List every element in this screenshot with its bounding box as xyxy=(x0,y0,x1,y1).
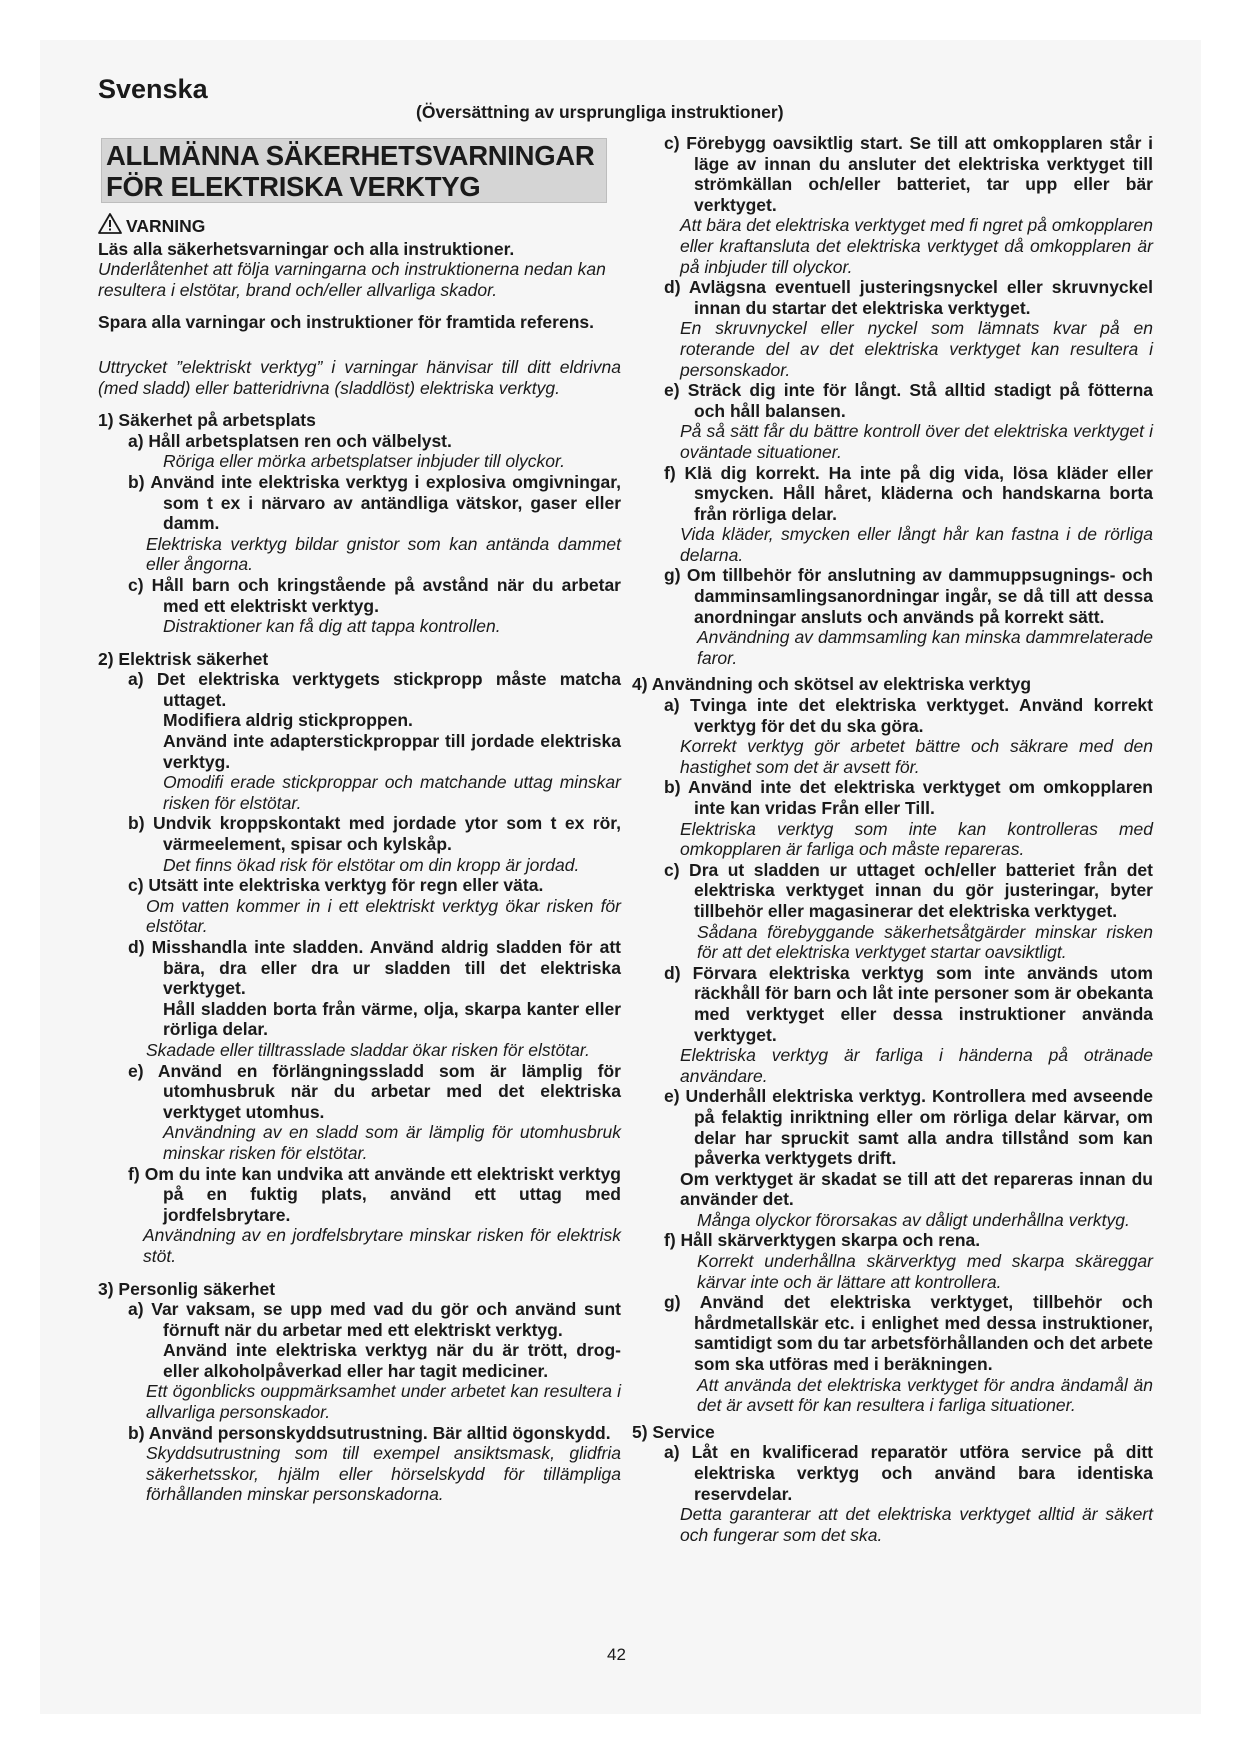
s3-d-italic: En skruvnyckel eller nyckel som lämnats kvar på en roterande del av det elektriska verktyget kan resultera i personskador. xyxy=(680,318,1153,380)
warning-read-all: Läs alla säkerhetsvarningar och alla instruktioner. xyxy=(98,238,515,259)
s1-c-bold: c) Håll barn och kringstående på avstånd när du arbetar med ett elektriskt verktyg. xyxy=(128,574,621,616)
warning-triangle-icon xyxy=(98,213,126,239)
s4-g-italic: Att använda det elektriska verktyget för andra ändamål än det är avsett för kan resultera i farliga situationer. xyxy=(697,1374,1153,1416)
s2-e-bold: e) Använd en förlängningssladd som är lämplig för utomhusbruk när du arbetar med det elektriska verktyget utomhus. xyxy=(128,1060,621,1122)
s4-c-italic: Sådana förebyggande säkerhetsåtgärder minskar risken för att det elektriska verktyget startar oavsiktligt. xyxy=(697,921,1153,963)
s3-g-italic: Användning av dammsamling kan minska dammrelaterade faror. xyxy=(697,627,1153,668)
s2-a-italic: Omodifi erade stickproppar och matchande uttag minskar risken för elstötar. xyxy=(163,772,621,813)
s1-b-italic: Elektriska verktyg bildar gnistor som kan antända dammet eller ångorna. xyxy=(146,533,621,575)
s1-b-bold: b) Använd inte elektriska verktyg i explosiva omgivningar, som t ex i närvaro av antändliga vätskor, gaser eller damm. xyxy=(128,471,621,534)
s2-a-bold: a) Det elektriska verktygets stickpropp måste matcha uttaget. xyxy=(128,669,621,710)
s2-b-bold: b) Undvik kroppskontakt med jordade ytor som t ex rör, värmeelement, spisar och kylskåp. xyxy=(128,813,621,855)
warning-consequence: Underlåtenhet att följa varningarna och instruktionerna nedan kan resultera i elstötar, brand och/eller allvarliga skador. xyxy=(98,259,606,300)
s4-d-italic: Elektriska verktyg är farliga i händerna på otränade användare. xyxy=(680,1045,1153,1086)
s1-c-italic: Distraktioner kan få dig att tappa kontrollen. xyxy=(163,616,501,637)
s2-a-bold-3: Använd inte adapterstickproppar till jordade elektriska verktyg. xyxy=(163,731,621,772)
s3-a-bold: a) Var vaksam, se upp med vad du gör och använd sunt förnuft när du arbetar med ett elektriskt verktyg. xyxy=(128,1299,621,1340)
s3-d-bold: d) Avlägsna eventuell justeringsnyckel eller skruvnyckel innan du startar det elektriska verktyget. xyxy=(664,277,1153,318)
s5-a-bold: a) Låt en kvalificerad reparatör utföra service på ditt elektriska verktyg och använd bara identiska reservdelar. xyxy=(664,1442,1153,1504)
s3-e-bold: e) Sträck dig inte för långt. Stå alltid stadigt på fötterna och håll balansen. xyxy=(664,380,1153,421)
section-1-title: 1) Säkerhet på arbetsplats xyxy=(98,410,316,431)
s2-a-bold-2: Modifiera aldrig stickproppen. xyxy=(163,710,413,731)
s2-c-italic: Om vatten kommer in i ett elektriskt verktyg ökar risken för elstötar. xyxy=(146,895,621,937)
s3-a-italic: Ett ögonblicks ouppmärksamhet under arbetet kan resultera i allvarliga personskador. xyxy=(146,1381,621,1423)
s2-b-italic: Det finns ökad risk för elstötar om din kropp är jordad. xyxy=(163,854,580,875)
right-column xyxy=(632,133,1153,1545)
s4-d-bold: d) Förvara elektriska verktyg som inte används utom räckhåll för barn och låt inte personer som är obekanta med verktyget eller dessa instruktioner använda verktyget. xyxy=(664,962,1153,1045)
s4-f-italic: Korrekt underhållna skärverktyg med skarpa skäreggar kärvar inte och är lättare att kontrollera. xyxy=(697,1251,1153,1292)
s2-d-bold: d) Misshandla inte sladden. Använd aldrig sladden för att bära, dra eller dra ur sladden till det elektriska verktyget. xyxy=(128,937,621,999)
s4-g-bold: g) Använd det elektriska verktyget, tillbehör och hårdmetallskär etc. i enlighet med dessa instruktioner, samtidigt som du tar arbetsförhållanden och det arbete som ska utföras med i beräkningen. xyxy=(664,1292,1153,1375)
page-number: 42 xyxy=(607,1645,626,1664)
section-5-title: 5) Service xyxy=(632,1421,715,1442)
term-definition: Uttrycket ”elektriskt verktyg” i varningar hänvisar till ditt eldrivna (med sladd) eller batteridrivna (sladdlöst) elektriska verktyg. xyxy=(98,356,621,398)
s4-e-italic: Många olyckor förorsakas av dåligt underhållna verktyg. xyxy=(697,1209,1130,1230)
s3-g-bold: g) Om tillbehör för anslutning av dammuppsugnings- och damminsamlingsanordningar ingår, se då till att dessa anordningar ansluts och används på korrekt sätt. xyxy=(664,565,1153,627)
s2-c-bold: c) Utsätt inte elektriska verktyg för regn eller väta. xyxy=(128,875,544,896)
s2-d-italic: Skadade eller tilltrasslade sladdar ökar risken för elstötar. xyxy=(146,1039,590,1060)
translation-subtitle: (Översättning av ursprungliga instruktioner) xyxy=(416,102,784,122)
s3-f-italic: Vida kläder, smycken eller långt hår kan fastna i de rörliga delarna. xyxy=(680,524,1153,565)
s3-e-italic: På så sätt får du bättre kontroll över det elektriska verktyget i oväntade situationer. xyxy=(680,421,1153,462)
s3-a-bold-2: Använd inte elektriska verktyg när du är trött, drog- eller alkoholpåverkad eller har tagit mediciner. xyxy=(163,1340,621,1381)
save-instructions: Spara alla varningar och instruktioner för framtida referens. xyxy=(98,312,594,333)
section-2-title: 2) Elektrisk säkerhet xyxy=(98,648,269,669)
s4-c-bold: c) Dra ut sladden ur uttaget och/eller batteriet från det elektriska verktyget innan du gör justeringar, byter tillbehör eller magasinerar det elektriska verktyget. xyxy=(664,859,1153,921)
s3-c-italic: Att bära det elektriska verktyget med fi ngret på omkopplaren eller kraftansluta det elektriska verktyget då omkopplaren är på inbjuder till olyckor. xyxy=(680,215,1153,277)
s4-a-italic: Korrekt verktyg gör arbetet bättre och säkrare med den hastighet som det är avsett för. xyxy=(680,736,1153,777)
warning-heading xyxy=(98,213,621,239)
s2-d-bold-2: Håll sladden borta från värme, olja, skarpa kanter eller rörliga delar. xyxy=(163,998,621,1040)
section-4-title: 4) Användning och skötsel av elektriska verktyg xyxy=(632,674,1032,695)
s2-e-italic: Användning av en sladd som är lämplig för utomhusbruk minskar risken för elstötar. xyxy=(163,1122,621,1163)
warning-label: VARNING xyxy=(126,215,206,236)
left-column xyxy=(98,213,621,1505)
s1-a-italic: Röriga eller mörka arbetsplatser inbjuder till olyckor. xyxy=(163,451,566,472)
s5-a-italic: Detta garanterar att det elektriska verktyget alltid är säkert och fungerar som det ska. xyxy=(680,1504,1153,1545)
section-3-title: 3) Personlig säkerhet xyxy=(98,1278,276,1299)
s4-f-bold: f) Håll skärverktygen skarpa och rena. xyxy=(664,1230,981,1251)
s4-e-bold-2: Om verktyget är skadat se till att det repareras innan du använder det. xyxy=(680,1168,1153,1210)
s4-b-bold: b) Använd inte det elektriska verktyget om omkopplaren inte kan vridas Från eller Till. xyxy=(664,777,1153,818)
s1-a-bold: a) Håll arbetsplatsen ren och välbelyst. xyxy=(128,430,452,451)
language-heading: Svenska xyxy=(98,74,208,104)
s3-f-bold: f) Klä dig korrekt. Ha inte på dig vida, lösa kläder eller smycken. Håll håret, kläderna och handskarna borta från rörliga delar. xyxy=(664,462,1153,524)
s4-a-bold: a) Tvinga inte det elektriska verktyget. Använd korrekt verktyg för det du ska göra. xyxy=(664,695,1153,736)
s2-f-bold: f) Om du inte kan undvika att använde ett elektriskt verktyg på en fuktig plats, använd ett uttag med jordfelsbrytare. xyxy=(128,1163,621,1225)
section-title-box xyxy=(101,138,607,203)
s4-b-italic: Elektriska verktyg som inte kan kontrolleras med omkopplaren är farliga och måste repareras. xyxy=(680,818,1153,860)
title-line-1: ALLMÄNNA SÄKERHETSVARNINGAR xyxy=(106,140,595,171)
s2-f-italic: Användning av en jordfelsbrytare minskar risken för elektrisk stöt. xyxy=(143,1225,621,1266)
s4-e-bold: e) Underhåll elektriska verktyg. Kontrollera med avseende på felaktig inriktning eller om rörliga delar kärvar, om delar har spruckit samt alla andra tillstånd som kan påverka verktygets drift. xyxy=(664,1086,1153,1169)
s3-b-italic: Skyddsutrustning som till exempel ansiktsmask, glidfria säkerhetsskor, hjälm eller hörselskydd för tillämpliga förhållanden minskar personskadorna. xyxy=(146,1443,621,1505)
s3-c-bold: c) Förebygg oavsiktlig start. Se till att omkopplaren står i läge av innan du ansluter det elektriska verktyget till strömkällan och/eller batteriet, tar upp eller bär verktyget. xyxy=(664,133,1153,215)
title-line-2: FÖR ELEKTRISKA VERKTYG xyxy=(106,171,481,202)
s3-b-bold: b) Använd personskyddsutrustning. Bär alltid ögonskydd. xyxy=(128,1422,611,1443)
